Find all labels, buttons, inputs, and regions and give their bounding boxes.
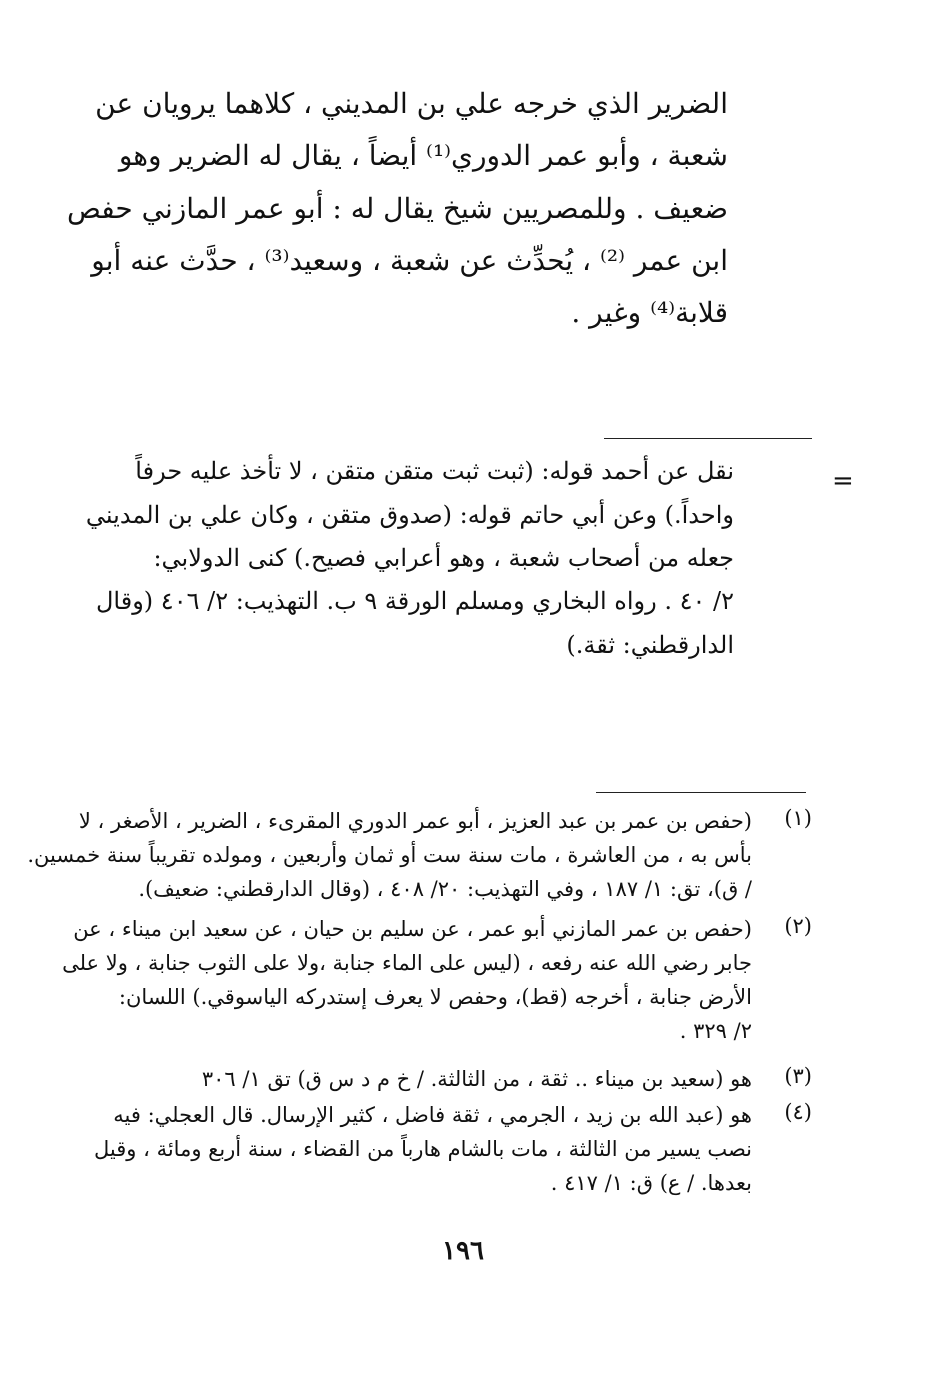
continued-footnote-line: واحداً.) وعن أبي حاتم قوله: (صدوق متقن ، وكان علي بن المديني [85,501,734,529]
footnote-body [62,914,752,1050]
footnote-line: نصب يسير من الثالثة ، مات بالشام هارباً من القضاء ، سنة أربع ومائة ، وقيل [94,1137,752,1161]
continuation-marker: = [832,466,854,496]
footnote-line: (حفص بن عمر بن عبد العزيز ، أبو عمر الدوري المقرىء ، الضرير ، الأصغر ، لا [78,809,752,833]
footnote-2 [62,914,812,1054]
footnote-number: (٢) [784,914,812,938]
footnote-number: (١) [784,806,812,830]
main-text-line: ضعيف . وللمصريين شيخ يقال له : أبو عمر المازني حفص [66,192,728,225]
footnote-line: الأرض جنابة ، أخرجه (قط)، وحفص لا يعرف إستدركه الياسوقي.) اللسان: [118,985,752,1009]
continued-footnote-line: الدارقطني: ثقة.) [566,631,734,659]
continued-footnote-line: جعله من أصحاب شعبة ، وهو أعرابي فصيح.) كنى الدولابي: [153,544,734,572]
footnote-line: ٢/ ٣٢٩ . [679,1019,752,1043]
footnote-line: / ق)، تق: ١/ ١٨٧ ، وفي التهذيب: ٢٠/ ٤٠٨ ، (وقال الدارقطني: ضعيف). [138,877,752,901]
footnote-line: (حفص بن عمر المازني أبو عمر ، عن سليم بن حيان ، عن سعيد ابن ميناء ، عن [73,917,752,941]
main-text-line: ابن عمر ⁽²⁾ ، يُحدِّث عن شعبة ، وسعيد⁽³⁾ ، حدَّث عنه أبو [91,244,728,277]
footnote-body [94,1100,752,1202]
main-text-line: الضرير الذي خرجه علي بن المديني ، كلاهما يرويان عن [95,87,728,120]
footnote-line: هو (عبد الله بن زيد ، الجرمي ، ثقة فاضل ، كثير الإرسال. قال العجلي: فيه [113,1103,752,1127]
footnote-separator [604,438,812,439]
footnote-line: بأس به ، من العاشرة ، مات سنة ست أو ثمان وأربعين ، ومولده تقريباً سنة خمسين. [27,843,752,867]
continued-footnote-line: ٢/ ٤٠ . رواه البخاري ومسلم الورقة ٩ ب. التهذيب: ٢/ ٤٠٦ (وقال [95,587,734,615]
continued-footnote-line: نقل عن أحمد قوله: (ثبت ثبت متقن متقن ، لا تأخذ عليه حرفاً [135,457,734,485]
footnote-line: جابر رضي الله عنه رفعه ، (ليس على الماء جنابة ،ولا على الثوب جنابة ، ولا على [62,951,752,975]
footnote-1 [27,806,812,910]
footnote-number: (٤) [784,1100,812,1124]
footnote-line: بعدها. / ع) ق: ١/ ٤١٧ . [550,1171,752,1195]
footnote-3 [112,1064,812,1098]
page-number: ١٩٦ [442,1236,484,1266]
footnote-4 [94,1100,812,1204]
footnote-number: (٣) [784,1064,812,1088]
main-text-line: قلابة⁽⁴⁾ وغير . [571,296,728,329]
main-text-line: شعبة ، وأبو عمر الدوري⁽¹⁾ أيضاً ، يقال له الضرير وهو [118,139,728,172]
footnotes-separator [596,792,806,793]
footnote-line: هو (سعيد بن ميناء .. ثقة ، من الثالثة. / خ م د س ق) تق ١/ ٣٠٦ [201,1067,752,1091]
footnote-body [112,1064,752,1098]
footnote-body [27,806,752,908]
